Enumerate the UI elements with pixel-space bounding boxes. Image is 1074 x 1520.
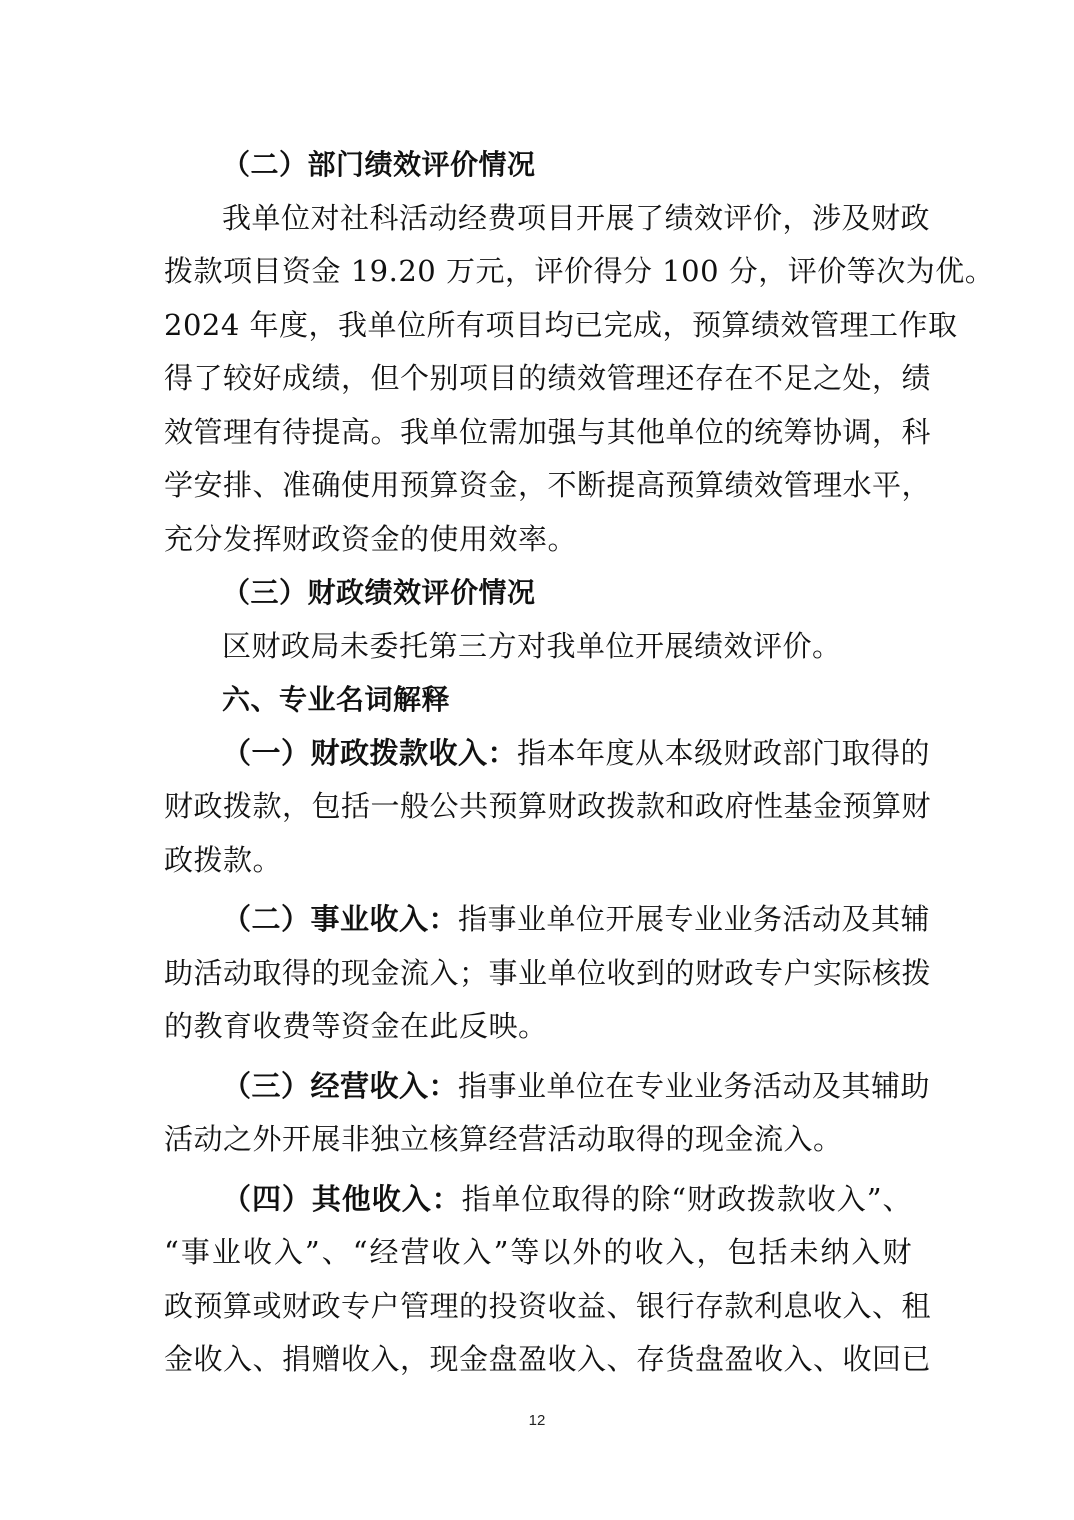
paragraph-line: 我单位对社科活动经费项目开展了绩效评价，涉及财政 [222, 200, 931, 235]
paragraph-line: 助活动取得的现金流入；事业单位收到的财政专户实际核拨 [164, 955, 932, 990]
term-definition-first-line [164, 893, 931, 947]
term-definition-first-line [164, 1060, 931, 1114]
term-definition-first-line [164, 1173, 912, 1227]
page-number: 12 [528, 1412, 546, 1429]
page-body [164, 138, 995, 1387]
term-definition-text: 指本年度从本级财政部门取得的 [517, 735, 931, 770]
paragraph-line: 得了较好成绩，但个别项目的绩效管理还存在不足之处，绩 [164, 361, 932, 395]
paragraph-line: “事业收入”、“经营收入”等以外的收入，包括未纳入财 [164, 1235, 912, 1269]
term-label: （一）财政拨款收入： [222, 735, 518, 770]
term-definition-text: 指事业单位开展专业业务活动及其辅 [458, 902, 931, 936]
term-definition-text: 指单位取得的除“财政拨款收入”、 [461, 1181, 912, 1216]
paragraph-line: 学安排、准确使用预算资金，不断提高预算绩效管理水平， [164, 468, 932, 502]
paragraph-line: 充分发挥财政资金的使用效率。 [164, 521, 578, 556]
term-label: （四）其他收入： [222, 1181, 462, 1216]
paragraph-line: 区财政局未委托第三方对我单位开展绩效评价。 [222, 628, 842, 663]
paragraph-line: 2024 年度，我单位所有项目均已完成，预算绩效管理工作取 [164, 307, 958, 342]
paragraph-line: 财政拨款，包括一般公共预算财政拨款和政府性基金预算财 [164, 789, 932, 823]
heading-dept-performance-evaluation: （二）部门绩效评价情况 [222, 148, 536, 181]
term-label: （三）经营收入： [222, 1068, 459, 1103]
paragraph-line: 金收入、捐赠收入，现金盘盈收入、存货盘盈收入、收回已 [164, 1342, 932, 1376]
paragraph-line: 的教育收费等资金在此反映。 [164, 1009, 548, 1043]
paragraph-line: 政拨款。 [164, 842, 283, 877]
paragraph-line: 拨款项目资金 19.20 万元，评价得分 100 分，评价等次为优。 [164, 254, 995, 288]
heading-finance-performance-evaluation: （三）财政绩效评价情况 [222, 576, 536, 609]
term-definition-first-line [164, 727, 931, 781]
term-definition-text: 指事业单位在专业业务活动及其辅助 [458, 1068, 931, 1103]
paragraph-line: 效管理有待提高。我单位需加强与其他单位的统筹协调，科 [164, 414, 932, 449]
paragraph-line: 政预算或财政专户管理的投资收益、银行存款利息收入、租 [164, 1288, 932, 1323]
paragraph-line: 活动之外开展非独立核算经营活动取得的现金流入。 [164, 1122, 843, 1156]
term-label: （二）事业收入： [222, 902, 459, 936]
heading-terminology: 六、专业名词解释 [222, 683, 451, 716]
